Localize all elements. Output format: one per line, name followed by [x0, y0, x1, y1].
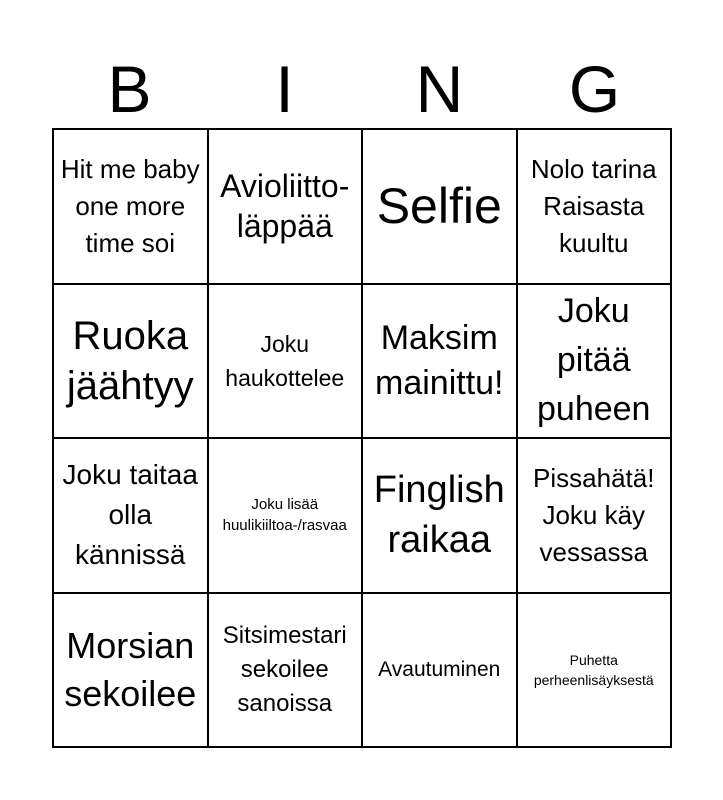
cell-text: Nolo tarina Raisasta kuultu	[530, 153, 657, 258]
bingo-cell[interactable]	[518, 130, 673, 285]
bingo-cell[interactable]	[54, 285, 209, 440]
bingo-cell[interactable]	[209, 285, 364, 440]
bingo-cell[interactable]	[518, 439, 673, 594]
bingo-cell[interactable]	[209, 439, 364, 594]
bingo-cell[interactable]	[518, 285, 673, 440]
cell-text: Joku pitää puheen	[537, 292, 651, 429]
header-letter-n: N	[415, 52, 464, 126]
bingo-cell[interactable]	[54, 439, 209, 594]
cell-text: Sitsimestari sekoilee sanoissa	[222, 621, 347, 717]
cell-text: Avioliitto-läppää	[220, 168, 350, 245]
bingo-cell[interactable]	[363, 594, 518, 749]
header-letter-b: B	[107, 52, 152, 126]
bingo-cell[interactable]	[209, 594, 364, 749]
bingo-header	[52, 50, 672, 128]
bingo-grid	[52, 128, 672, 748]
cell-text: Morsian sekoilee	[64, 624, 197, 714]
header-letter-g: G	[568, 52, 621, 126]
cell-text: Pissahätä! Joku käy vessassa	[533, 462, 655, 567]
header-letter-i: I	[275, 52, 294, 126]
cell-text: Finglish raikaa	[373, 469, 505, 562]
bingo-cell[interactable]	[363, 130, 518, 285]
cell-text: Selfie	[376, 178, 502, 235]
cell-text: Puhetta perheenlisäyksestä	[533, 651, 654, 688]
bingo-cell[interactable]	[54, 594, 209, 749]
bingo-cell[interactable]	[209, 130, 364, 285]
cell-text: Hit me baby one more time soi	[60, 153, 200, 258]
cell-text: Ruoka jäähtyy	[66, 313, 194, 408]
cell-text: Joku lisää huulikiiltoa-/rasvaa	[222, 496, 347, 535]
cell-text: Maksim mainittu!	[375, 318, 504, 402]
cell-text: Joku taitaa olla kännissä	[62, 459, 198, 571]
bingo-cell[interactable]	[54, 130, 209, 285]
cell-text: Avautuminen	[378, 657, 501, 681]
bingo-cell[interactable]	[363, 285, 518, 440]
bingo-cell[interactable]	[518, 594, 673, 749]
cell-text: Joku haukottelee	[225, 330, 345, 391]
bingo-cell[interactable]	[363, 439, 518, 594]
